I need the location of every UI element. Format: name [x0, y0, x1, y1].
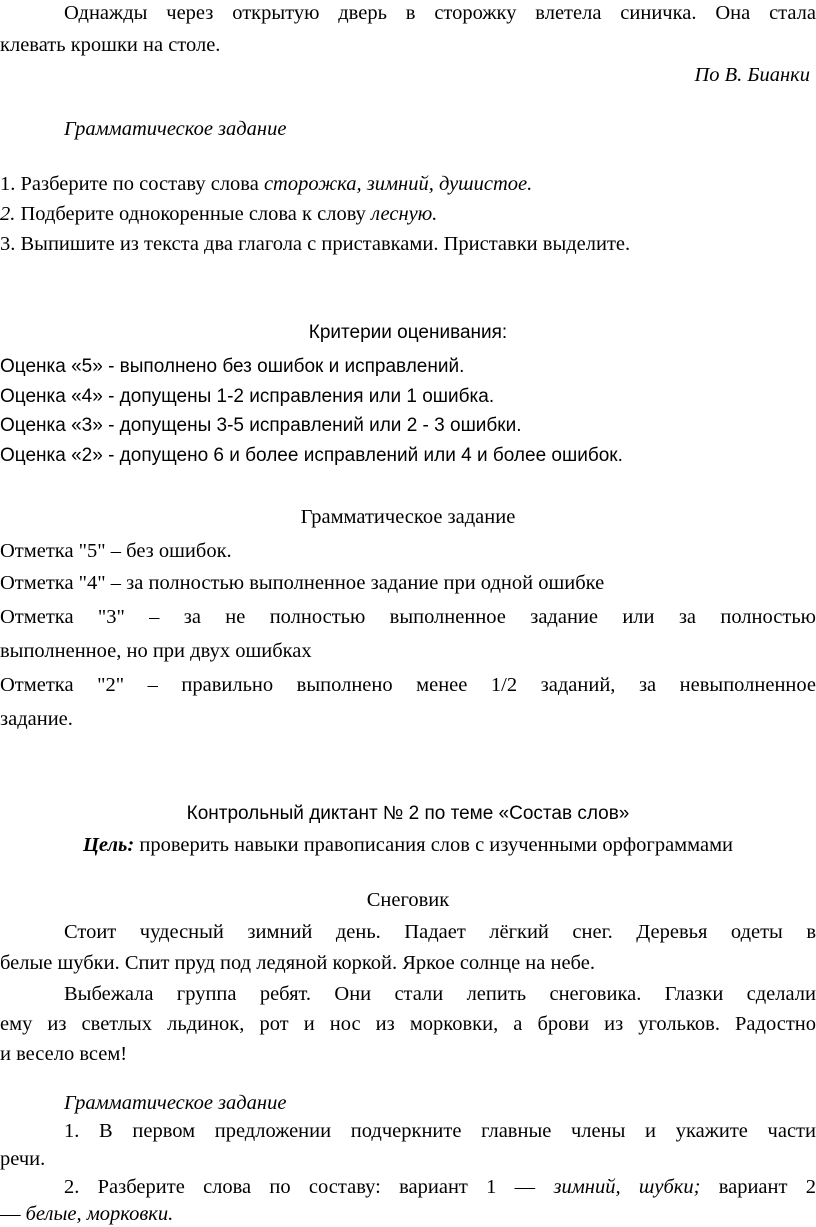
task2-dash: —: [0, 1203, 26, 1225]
story-p2-line-2: ему из светлых льдинок, рот и нос из морковки, а брови из угольков. Радостно: [0, 1013, 816, 1035]
grading-mark-3-line-1: Отметка "3" – за не полностью выполненное задание или за полностью: [0, 606, 816, 628]
criteria-item: Оценка «4» - допущены 1-2 исправления или 1 ошибка.: [0, 386, 495, 407]
task-item-2-word: лесную.: [371, 203, 438, 225]
task-item-1-words: сторожка, зимний, душистое.: [263, 173, 533, 195]
task-item-3: 3. Выпишите из текста два глагола с приставками. Приставки выделите.: [0, 233, 631, 255]
goal-label: Цель:: [82, 834, 135, 856]
story-title: Снеговик: [366, 889, 450, 911]
story-p1-line-2: белые шубки. Спит пруд под ледяной коркой. Яркое солнце на небе.: [0, 952, 595, 974]
intro-line-2: клевать крошки на столе.: [0, 34, 221, 56]
grading-mark-2-line-2: задание.: [0, 708, 73, 730]
task2-item-2-line-1: [64, 1176, 816, 1199]
criteria-heading: Критерии оценивания:: [308, 322, 508, 343]
task2-variant-2-words: белые, морковки.: [25, 1203, 174, 1225]
task2-item-2-text: 2. Разберите слова по составу: вариант 1 —: [64, 1176, 554, 1198]
task2-variant-2-label: вариант 2: [700, 1176, 816, 1198]
grammar-grading-heading: Грамматическое задание: [300, 506, 516, 528]
criteria-item: Оценка «5» - выполнено без ошибок и исправлений.: [0, 356, 465, 377]
dictation-goal: [0, 834, 816, 857]
grading-mark-4: Отметка "4" – за полностью выполненное задание при одной ошибке: [0, 572, 605, 594]
task-item-2: [0, 203, 437, 226]
story-p2-line-1: Выбежала группа ребят. Они стали лепить снеговика. Глазки сделали: [64, 983, 816, 1005]
task2-item-2-line-2: [0, 1203, 173, 1226]
grammar-task-heading: Грамматическое задание: [64, 118, 287, 140]
story-p1-line-1: Стоит чудесный зимний день. Падает лёгкий снег. Деревья одеты в: [64, 921, 816, 943]
task2-variant-1-words: зимний, шубки;: [553, 1176, 701, 1198]
intro-line-1: Однажды через открытую дверь в сторожку влетела синичка. Она стала: [64, 2, 816, 24]
task-item-2-number: 2.: [0, 203, 16, 225]
goal-text: проверить навыки правописания слов с изученными орфограммами: [134, 834, 734, 856]
grading-mark-5: Отметка "5" – без ошибок.: [0, 540, 232, 562]
story-p2-line-3: и весело всем!: [0, 1043, 128, 1065]
task-item-2-text: Подберите однокоренные слова к слову: [15, 203, 372, 225]
criteria-item: Оценка «3» - допущены 3-5 исправлений или 2 - 3 ошибки.: [0, 415, 522, 436]
grading-mark-2-line-1: Отметка "2" – правильно выполнено менее 1/2 заданий, за невыполненное: [0, 674, 816, 696]
task-item-1-text: 1. Разберите по составу слова: [0, 173, 264, 195]
grading-mark-3-line-2: выполненное, но при двух ошибках: [0, 640, 312, 662]
task-item-1: [0, 173, 532, 196]
dictation-title: Контрольный диктант № 2 по теме «Состав слов»: [186, 803, 630, 824]
task2-item-1-line-2: речи.: [0, 1148, 46, 1170]
criteria-item: Оценка «2» - допущено 6 и более исправлений или 4 и более ошибок.: [0, 445, 623, 466]
grammar-task-2-heading: Грамматическое задание: [64, 1092, 287, 1114]
author-attribution: По В. Бианки: [694, 64, 810, 86]
task2-item-1-line-1: 1. В первом предложении подчеркните главные члены и укажите части: [64, 1120, 816, 1142]
